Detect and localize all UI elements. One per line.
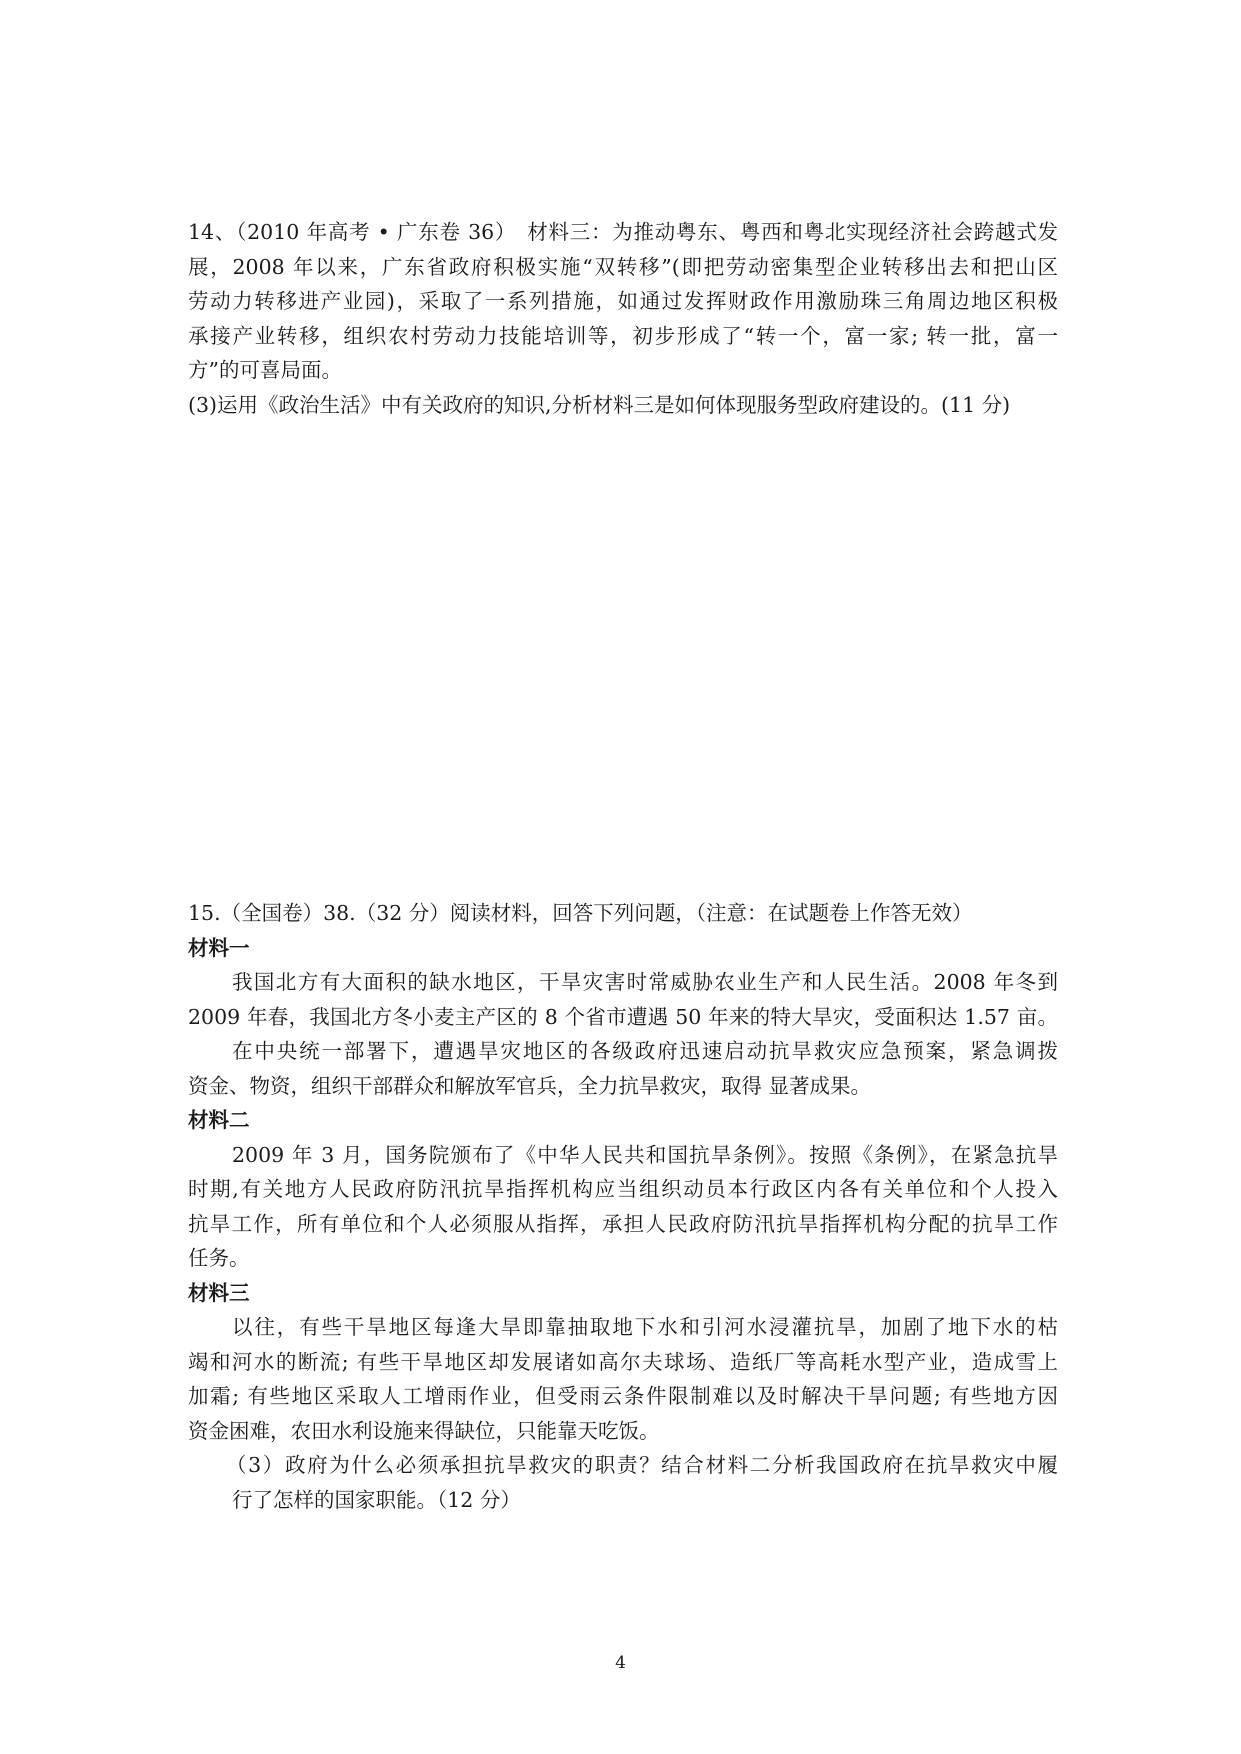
question-14-line: 方”的可喜局面。 bbox=[188, 358, 342, 382]
material-3-line: 竭和河水的断流; 有些干旱地区却发展诸如高尔夫球场、造纸厂等高耗水型产业，造成雪上 bbox=[188, 1349, 1058, 1374]
question-14-line: 14、（2010 年高考 • 广东卷 36） 材料三：为推动粤东、粤西和粤北实现经济社会跨越式发 bbox=[188, 220, 1058, 244]
material-2-line: 任务。 bbox=[188, 1246, 250, 1270]
material-3-line: 以往，有些干旱地区每逢大旱即靠抽取地下水和引河水浸灌抗旱，加剧了地下水的枯 bbox=[232, 1315, 1058, 1339]
material-2-line: 时期,有关地方人民政府防汛抗旱指挥机构应当组织动员本行政区内各有关单位和个人投入 bbox=[188, 1177, 1058, 1201]
question-14 bbox=[188, 215, 1058, 422]
material-1-line: 在中央统一部署下，遭遇旱灾地区的各级政府迅速启动抗旱救灾应急预案，紧急调拨 bbox=[232, 1039, 1058, 1063]
material-3-line: 加霜; 有些地区采取人工增雨作业，但受雨云条件限制难以及时解决干旱问题; 有些地方因 bbox=[188, 1384, 1058, 1408]
material-1-line: 资金、物资，组织干部群众和解放军官兵，全力抗旱救灾，取得 显著成果。 bbox=[188, 1073, 872, 1098]
material-1-line: 我国北方有大面积的缺水地区，干旱灾害时常威胁农业生产和人民生活。2008 年冬到 bbox=[232, 970, 1058, 994]
material-1-line: 2009 年春，我国北方冬小麦主产区的 8 个省市遭遇 50 年来的特大旱灾，受面积达 1.57 亩。 bbox=[188, 1004, 1058, 1029]
question-15-prompt-line: 行了怎样的国家职能。（12 分） bbox=[232, 1487, 521, 1512]
material-2-heading: 材料二 bbox=[188, 1108, 250, 1132]
material-2-line: 抗旱工作，所有单位和个人必须服从指挥，承担人民政府防汛抗旱指挥机构分配的抗旱工作 bbox=[188, 1211, 1058, 1236]
question-14-line: 承接产业转移，组织农村劳动力技能培训等，初步形成了“转一个，富一家; 转一批，富一 bbox=[188, 323, 1058, 348]
material-1-heading: 材料一 bbox=[188, 935, 250, 960]
question-15-prompt-line: （3）政府为什么必须承担抗旱救灾的职责？结合材料二分析我国政府在抗旱救灾中履 bbox=[226, 1453, 1058, 1477]
question-14-line: 劳动力转移进产业园)，采取了一系列措施，如通过发挥财政作用激励珠三角周边地区积极 bbox=[188, 289, 1058, 313]
page-number: 4 bbox=[615, 1653, 626, 1673]
material-3-line: 资金困难，农田水利设施来得缺位，只能靠天吃饭。 bbox=[188, 1418, 660, 1443]
material-2-line: 2009 年 3 月，国务院颁布了《中华人民共和国抗旱条例》。按照《条例》，在紧急抗旱 bbox=[232, 1142, 1058, 1167]
question-14-prompt: (3)运用《政治生活》中有关政府的知识,分析材料三是如何体现服务型政府建设的。(11 分) bbox=[188, 392, 1011, 417]
question-15-title: 15.（全国卷）38.（32 分）阅读材料，回答下列问题，（注意：在试题卷上作答无效） bbox=[188, 901, 973, 925]
question-14-line: 展，2008 年以来，广东省政府积极实施“双转移”(即把劳动密集型企业转移出去和把山区 bbox=[188, 254, 1058, 279]
question-15 bbox=[188, 896, 1058, 1517]
material-3-heading: 材料三 bbox=[188, 1280, 250, 1305]
